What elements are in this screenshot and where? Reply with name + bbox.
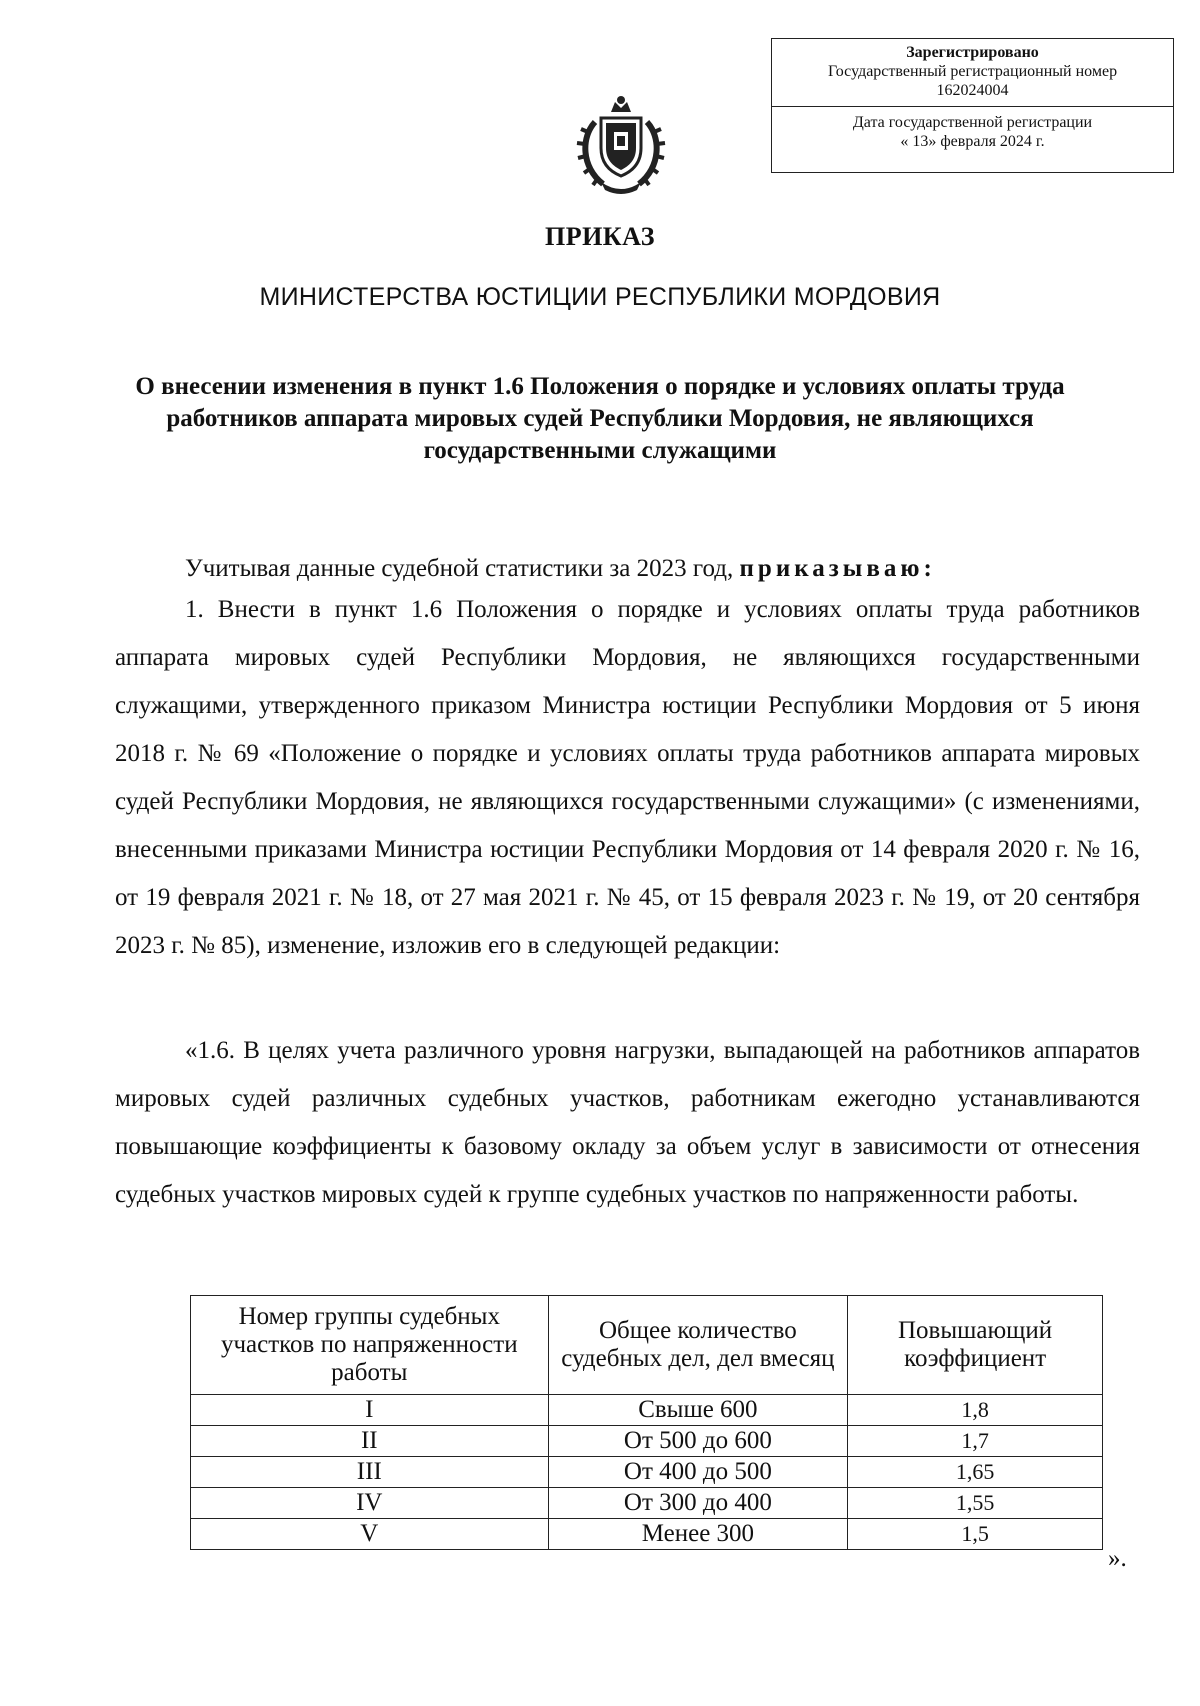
table-cell-coefficient: 1,5	[848, 1519, 1103, 1550]
table-row	[191, 1457, 1103, 1488]
intro-text: Учитывая данные судебной статистики за 2023 год,	[185, 555, 734, 582]
order-colon: :	[923, 555, 936, 582]
table-cell-group: III	[191, 1457, 549, 1488]
table-cell-coefficient: 1,65	[848, 1457, 1103, 1488]
order-word: приказываю	[739, 555, 924, 582]
table-header-row	[191, 1296, 1103, 1395]
clause-1: 1. Внести в пункт 1.6 Положения о порядке и условиях оплаты труда работников аппарата мировых судей Республики Мордовия, не являющихся государственными служащими, утвержденного приказом Министра юстиции Республики Мордовия от 5 июня 2018 г. № 69 «Положение о порядке и условиях оплаты труда работников аппарата мировых судей Республики Мордовия, не являющихся государственными служащими» (с изменениями, внесенными приказами Министра юстиции Республики Мордовия от 14 февраля 2020 г. № 16, от 19 февраля 2021 г. № 18, от 27 мая 2021 г. № 45, от 15 февраля 2023 г. № 19, от 20 сентября 2023 г. № 85), изменение, изложив его в следующей редакции:	[115, 596, 1140, 959]
closing-quote: ».	[1108, 1545, 1127, 1572]
table-cell-coefficient: 1,55	[848, 1488, 1103, 1519]
clause-1-6: «1.6. В целях учета различного уровня нагрузки, выпадающей на работников аппаратов мировых судей различных судебных участков, работникам ежегодно устанавливаются повышающие коэффициенты к базовому окладу за объем услуг в зависимости от отнесения судебных участков мировых судей к группе судебных участков по напряженности работы.	[115, 1037, 1140, 1208]
coefficient-table	[190, 1295, 1103, 1550]
registration-title: Зарегистрировано	[906, 44, 1039, 61]
table-cell-case-count: От 400 до 500	[548, 1457, 848, 1488]
document-type: ПРИКАЗ	[544, 222, 656, 251]
table-cell-case-count: От 300 до 400	[548, 1488, 848, 1519]
registration-date-section	[772, 107, 1173, 151]
table-row	[191, 1488, 1103, 1519]
table-cell-case-count: Свыше 600	[548, 1395, 848, 1426]
column-header-group: Номер группы судебных участков по напряженности работы	[191, 1296, 549, 1395]
registration-number: 162024004	[936, 82, 1009, 99]
column-header-case-count: Общее количество судебных дел, дел вмесяц	[548, 1296, 848, 1395]
issuing-authority: МИНИСТЕРСТВА ЮСТИЦИИ РЕСПУБЛИКИ МОРДОВИЯ	[259, 283, 941, 311]
table-cell-group: IV	[191, 1488, 549, 1519]
column-header-coefficient: Повышающий коэффициент	[848, 1296, 1103, 1395]
table-row	[191, 1519, 1103, 1550]
document-subject: О внесении изменения в пункт 1.6 Положения о порядке и условиях оплаты труда работников аппарата мировых судей Республики Мордовия, не являющихся государственными служащими	[135, 373, 1065, 464]
registration-number-label: Государственный регистрационный номер	[827, 63, 1118, 80]
registration-date: « 13» февраля 2024 г.	[900, 133, 1045, 150]
table-cell-coefficient: 1,7	[848, 1426, 1103, 1457]
registration-stamp	[771, 38, 1174, 173]
registration-number-section	[772, 39, 1173, 107]
table-cell-case-count: Менее 300	[548, 1519, 848, 1550]
registration-date-label: Дата государственной регистрации	[852, 114, 1093, 131]
table-row	[191, 1395, 1103, 1426]
coat-of-arms-icon	[573, 92, 669, 196]
table-row	[191, 1426, 1103, 1457]
table-cell-coefficient: 1,8	[848, 1395, 1103, 1426]
table-cell-group: V	[191, 1519, 549, 1550]
table-cell-group: II	[191, 1426, 549, 1457]
table-cell-group: I	[191, 1395, 549, 1426]
table-cell-case-count: От 500 до 600	[548, 1426, 848, 1457]
